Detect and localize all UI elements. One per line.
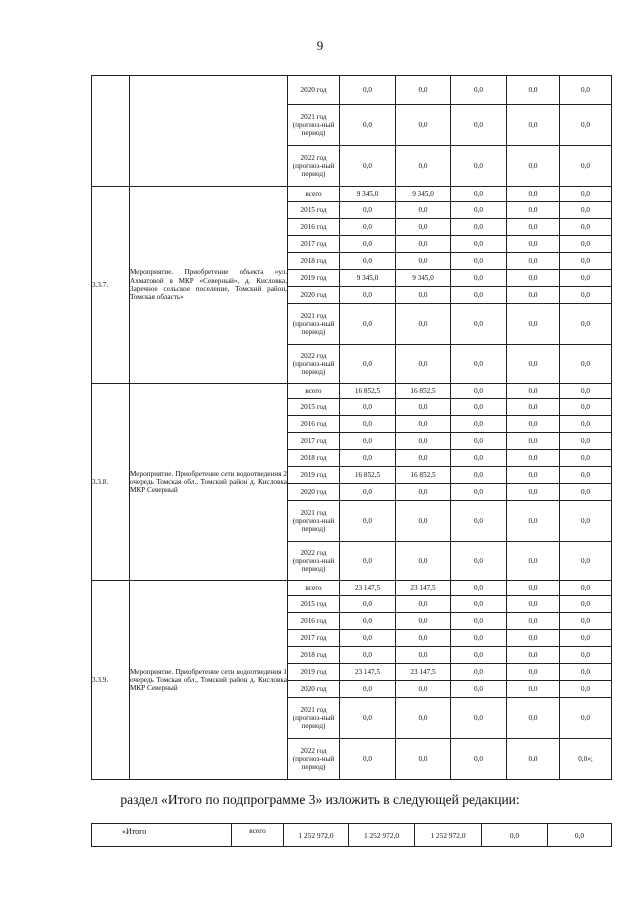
period-cell: всего [288,581,340,596]
value-cell: 0,0 [451,739,507,780]
value-cell: 0,0 [507,416,560,433]
value-cell: 0,0 [396,105,451,146]
total-year: всего [232,824,284,847]
value-cell: 0,0 [507,345,560,384]
period-cell: 2022 год (прогноз-ный период) [288,542,340,581]
period-cell: 2020 год [288,681,340,698]
value-cell: 0,0 [451,384,507,399]
value-cell: 0,0 [560,416,612,433]
value-cell: 0,0 [451,647,507,664]
value-cell: 0,0 [451,681,507,698]
value-cell: 0,0 [340,739,396,780]
value-cell: 0,0 [560,433,612,450]
value-cell: 0,0 [396,501,451,542]
value-cell: 0,0 [340,613,396,630]
value-cell: 0,0 [507,501,560,542]
total-label: «Итого [92,824,232,847]
value-cell: 0,0 [451,542,507,581]
value-cell: 0,0 [560,501,612,542]
value-cell: 0,0 [451,698,507,739]
value-cell: 0,0 [451,596,507,613]
period-cell: 2020 год [288,76,340,105]
value-cell: 0,0 [560,467,612,484]
value-cell: 0,0 [507,467,560,484]
value-cell: 0,0 [560,76,612,105]
value-cell: 16 852,5 [340,384,396,399]
value-cell: 0,0 [560,253,612,270]
value-cell: 0,0 [451,146,507,187]
value-cell: 0,0 [340,542,396,581]
total-row [92,824,612,847]
period-cell: 2017 год [288,236,340,253]
total-table [91,823,612,847]
value-cell: 0,0 [560,202,612,219]
period-cell: всего [288,187,340,202]
value-cell: 0,0 [396,399,451,416]
value-cell: 0,0 [507,105,560,146]
table-row [92,76,612,105]
value-cell: 0,0 [340,596,396,613]
value-cell: 0,0 [507,187,560,202]
value-cell: 0,0 [560,146,612,187]
item-name [130,76,288,187]
value-cell: 0,0 [451,219,507,236]
value-cell: 0,0 [396,613,451,630]
period-cell: 2019 год [288,664,340,681]
value-cell: 0,0 [560,287,612,304]
value-cell: 0,0 [340,399,396,416]
value-cell: 0,0 [340,105,396,146]
value-cell: 0,0 [507,647,560,664]
value-cell: 0,0 [451,304,507,345]
value-cell: 0,0 [507,542,560,581]
total-value: 1 252 972,0 [415,824,482,847]
period-cell: 2021 год (прогноз-ный период) [288,698,340,739]
value-cell: 0,0 [451,467,507,484]
value-cell: 0,0 [560,613,612,630]
value-cell: 0,0 [396,76,451,105]
period-cell: 2016 год [288,219,340,236]
value-cell: 0,0 [560,542,612,581]
value-cell: 0,0 [396,416,451,433]
value-cell: 0,0 [396,596,451,613]
period-cell: всего [288,384,340,399]
value-cell: 0,0 [396,647,451,664]
value-cell: 0,0 [507,698,560,739]
value-cell: 0,0 [396,739,451,780]
value-cell: 0,0 [507,287,560,304]
value-cell: 0,0 [507,450,560,467]
value-cell: 0,0 [396,433,451,450]
value-cell: 0,0 [340,630,396,647]
period-cell: 2018 год [288,450,340,467]
value-cell: 0,0 [507,253,560,270]
value-cell: 0,0 [396,484,451,501]
value-cell: 0,0 [560,596,612,613]
value-cell: 0,0 [396,253,451,270]
value-cell: 0,0 [507,76,560,105]
value-cell: 0,0 [340,450,396,467]
value-cell: 0,0 [507,681,560,698]
value-cell: 9 345,0 [396,187,451,202]
value-cell: 0,0 [560,187,612,202]
total-value: 0,0 [548,824,612,847]
value-cell: 0,0 [396,146,451,187]
value-cell: 0,0 [451,664,507,681]
value-cell: 0,0 [451,236,507,253]
value-cell: 0,0 [560,450,612,467]
value-cell: 0,0 [560,399,612,416]
period-cell: 2015 год [288,596,340,613]
value-cell: 0,0 [560,664,612,681]
value-cell: 0,0 [340,698,396,739]
funding-table [91,75,612,780]
value-cell: 0,0 [560,345,612,384]
value-cell: 0,0 [451,433,507,450]
period-cell: 2015 год [288,202,340,219]
period-cell: 2018 год [288,647,340,664]
value-cell: 0,0 [451,399,507,416]
value-cell: 0,0 [507,219,560,236]
value-cell: 0,0 [507,739,560,780]
value-cell: 0,0 [560,484,612,501]
value-cell: 16 852,5 [396,467,451,484]
value-cell: 0,0 [451,450,507,467]
value-cell: 0,0 [340,253,396,270]
value-cell: 0,0 [451,270,507,287]
value-cell: 0,0 [340,416,396,433]
total-value: 1 252 972,0 [349,824,415,847]
value-cell: 0,0 [451,105,507,146]
value-cell: 0,0 [340,219,396,236]
value-cell: 0,0 [396,450,451,467]
value-cell: 0,0 [560,304,612,345]
value-cell: 0,0 [340,146,396,187]
value-cell: 16 852,5 [340,467,396,484]
value-cell: 0,0 [507,146,560,187]
value-cell: 0,0 [507,664,560,681]
value-cell: 0,0 [451,187,507,202]
value-cell: 23 147,5 [396,664,451,681]
value-cell: 0,0 [560,105,612,146]
value-cell: 0,0 [507,581,560,596]
period-cell: 2019 год [288,270,340,287]
value-cell: 0,0 [560,236,612,253]
value-cell: 0,0 [340,647,396,664]
period-cell: 2022 год (прогноз-ный период) [288,146,340,187]
value-cell: 0,0 [560,647,612,664]
value-cell: 0,0 [451,501,507,542]
value-cell: 0,0 [507,433,560,450]
period-cell: 2018 год [288,253,340,270]
value-cell: 0,0 [340,236,396,253]
value-cell: 0,0 [340,287,396,304]
value-cell: 0,0 [507,399,560,416]
value-cell: 9 345,0 [340,270,396,287]
value-cell: 0,0 [396,345,451,384]
period-cell: 2016 год [288,613,340,630]
value-cell: 0,0 [451,202,507,219]
value-cell: 0,0 [507,596,560,613]
period-cell: 2021 год (прогноз-ный период) [288,304,340,345]
value-cell: 23 147,5 [340,664,396,681]
value-cell: 0,0 [507,202,560,219]
value-cell: 0,0 [507,384,560,399]
value-cell: 0,0 [560,384,612,399]
value-cell: 0,0 [507,304,560,345]
value-cell: 9 345,0 [340,187,396,202]
value-cell: 0,0 [507,613,560,630]
value-cell: 0,0 [340,484,396,501]
item-name: Мероприятие. Приобретение объекта «ул. Ахматовой в МКР «Северный», д. Кисловка, Заречное сельское поселение, Томский район, Томская область» [130,187,288,384]
table-row [92,384,612,399]
value-cell: 0,0 [560,219,612,236]
value-cell: 0,0 [396,236,451,253]
item-number [92,76,130,187]
value-cell: 0,0 [451,345,507,384]
period-cell: 2016 год [288,416,340,433]
value-cell: 9 345,0 [396,270,451,287]
value-cell: 0,0»; [560,739,612,780]
period-cell: 2021 год (прогноз-ный период) [288,105,340,146]
page-number: 9 [316,38,324,53]
value-cell: 0,0 [451,416,507,433]
value-cell: 0,0 [396,630,451,647]
value-cell: 0,0 [451,253,507,270]
value-cell: 23 147,5 [340,581,396,596]
period-cell: 2021 год (прогноз-ный период) [288,501,340,542]
value-cell: 0,0 [560,270,612,287]
instruction-text: раздел «Итого по подпрограмме 3» изложить в следующей редакции: [120,792,520,807]
value-cell: 0,0 [396,681,451,698]
table-row [92,581,612,596]
value-cell: 0,0 [451,484,507,501]
value-cell: 16 852,5 [396,384,451,399]
item-number: 3.3.9. [92,581,130,780]
value-cell: 0,0 [340,501,396,542]
value-cell: 0,0 [396,287,451,304]
value-cell: 0,0 [560,698,612,739]
table-row [92,187,612,202]
value-cell: 0,0 [451,630,507,647]
value-cell: 0,0 [451,76,507,105]
value-cell: 0,0 [560,581,612,596]
item-number: 3.3.7. [92,187,130,384]
value-cell: 0,0 [396,202,451,219]
value-cell: 0,0 [340,433,396,450]
value-cell: 0,0 [451,581,507,596]
value-cell: 0,0 [340,202,396,219]
period-cell: 2015 год [288,399,340,416]
period-cell: 2022 год (прогноз-ный период) [288,739,340,780]
total-value: 1 252 972,0 [284,824,349,847]
value-cell: 0,0 [396,304,451,345]
period-cell: 2019 год [288,467,340,484]
item-name: Мероприятие. Приобретение сети водоотведения 2 очередь Томская обл., Томский район д. Кисловка МКР Северный [130,384,288,581]
period-cell: 2022 год (прогноз-ный период) [288,345,340,384]
item-number: 3.3.8. [92,384,130,581]
value-cell: 0,0 [340,304,396,345]
period-cell: 2017 год [288,630,340,647]
total-value: 0,0 [482,824,548,847]
item-name: Мероприятие. Приобретение сети водоотведения 1 очередь Томская обл., Томский район д. Кисловка МКР Северный [130,581,288,780]
value-cell: 0,0 [340,681,396,698]
period-cell: 2017 год [288,433,340,450]
value-cell: 0,0 [560,681,612,698]
value-cell: 0,0 [451,287,507,304]
value-cell: 0,0 [451,613,507,630]
value-cell: 0,0 [507,270,560,287]
period-cell: 2020 год [288,287,340,304]
value-cell: 0,0 [396,698,451,739]
value-cell: 0,0 [340,76,396,105]
value-cell: 0,0 [396,542,451,581]
value-cell: 0,0 [507,484,560,501]
value-cell: 0,0 [396,219,451,236]
period-cell: 2020 год [288,484,340,501]
value-cell: 0,0 [340,345,396,384]
value-cell: 0,0 [560,630,612,647]
value-cell: 23 147,5 [396,581,451,596]
value-cell: 0,0 [507,236,560,253]
value-cell: 0,0 [507,630,560,647]
